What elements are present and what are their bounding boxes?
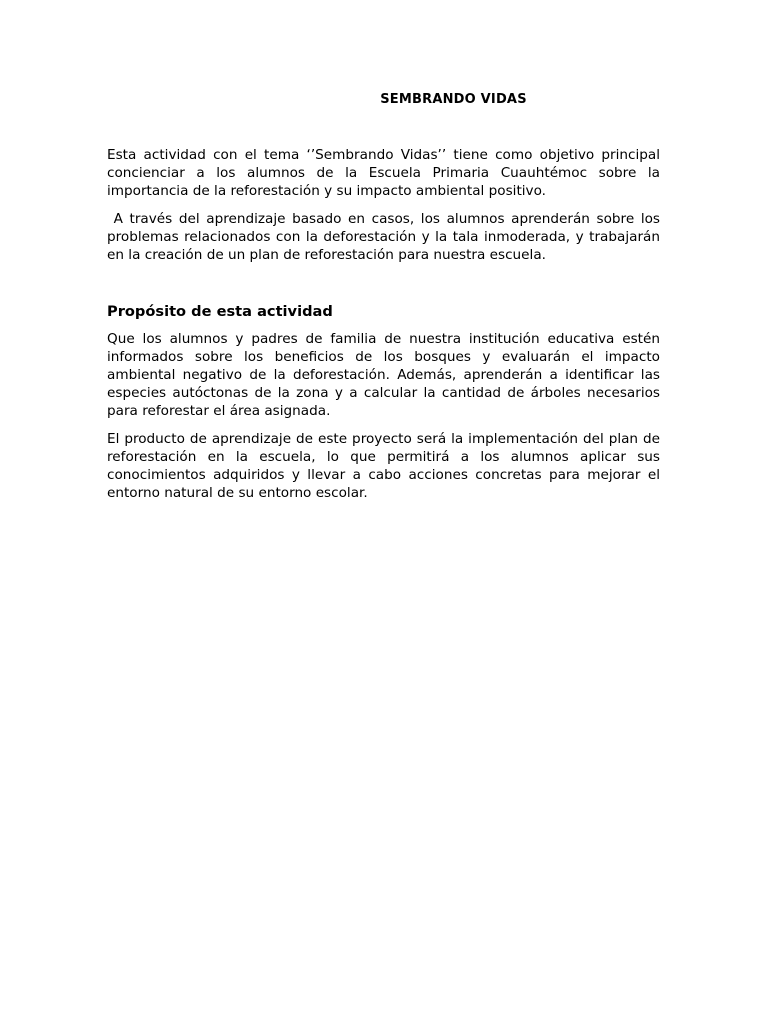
document-title: SEMBRANDO VIDAS (380, 92, 527, 107)
intro-paragraph-2: A través del aprendizaje basado en casos, los alumnos aprenderán sobre los problemas relacionados con la deforestación y la tala inmoderada, y trabajarán en la creación de un plan de reforestación para nuestra escuela. (107, 211, 665, 263)
section-paragraph-1: Que los alumnos y padres de familia de nuestra institución educativa estén informados sobre los beneficios de los bosques y evaluarán el impacto ambiental negativo de la deforestación. Además, aprenderán a identificar las especies autóctonas de la zona y a calcular la cantidad de árboles necesarios para reforestar el área asignada. (107, 331, 660, 419)
section-paragraph-2: El producto de aprendizaje de este proyecto será la implementación del plan de reforestación en la escuela, lo que permitirá a los alumnos aplicar sus conocimientos adquiridos y llevar a cabo acciones concretas para mejorar el entorno natural de su entorno escolar. (107, 431, 660, 501)
intro-paragraph-1: Esta actividad con el tema ‘’Sembrando Vidas’’ tiene como objetivo principal concienciar a los alumnos de la Escuela Primaria Cuauhtémoc sobre la importancia de la reforestación y su impacto ambiental positivo. (107, 147, 660, 199)
section-heading: Propósito de esta actividad (107, 303, 333, 320)
